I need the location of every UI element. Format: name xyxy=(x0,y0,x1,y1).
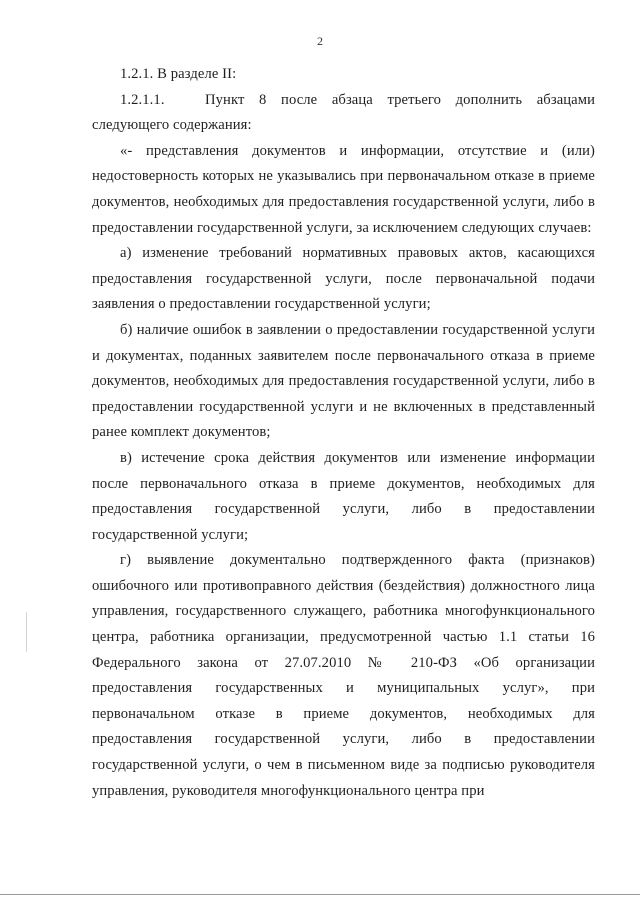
page-number: 2 xyxy=(317,34,323,48)
paragraph-b: б) наличие ошибок в заявлении о предоставлении государственной услуги и документах, поданных заявителем после первоначального отказа в приеме документов, необходимых для предоставления государственной услуги, либо в предоставлении государственной услуги и не включенных в представленный ранее комплект документов; xyxy=(92,321,595,441)
scan-artifact-mark xyxy=(26,612,27,652)
clause-text-first-line: Пункт 8 после абзаца третьего дополнить абзацами xyxy=(205,91,595,108)
clause-number: 1.2.1.1. xyxy=(120,91,165,108)
paragraph-v: в) истечение срока действия документов или изменение информации после первоначального отказа в приеме документов, необходимых для предоставления государственной услуги, либо в предоставлении государственной услуги; xyxy=(92,449,595,543)
paragraph-g: г) выявление документально подтвержденного факта (признаков) ошибочного или противоправного действия (бездействия) должностного лица управления, государственного служащего, работника многофункционального центра, работника организации, предусмотренной частью 1.1 статьи 16 Федерального закона от 27.07.2010 № 210-ФЗ «Об организации предоставления государственных и муниципальных услуг», при первоначальном отказе в приеме документов, необходимых для предоставления государственной услуги, либо в предоставлении государственной услуги, о чем в письменном виде за подписью руководителя управления, руководителя многофункционального центра при xyxy=(92,552,595,799)
paragraph-a: а) изменение требований нормативных правовых актов, касающихся предоставления государственной услуги, после первоначальной подачи заявления о предоставлении государственной услуги; xyxy=(92,245,595,313)
clause-heading xyxy=(92,88,595,114)
paragraph-intro: «- представления документов и информации, отсутствие и (или) недостоверность которых не указывались при первоначальном отказе в приеме документов, необходимых для предоставления государственной услуги, либо в предоставлении государственной услуги, за исключением следующих случаев: xyxy=(92,142,595,236)
section-heading: 1.2.1. В разделе II: xyxy=(120,66,237,82)
clause-text-continued: следующего содержания: xyxy=(92,117,252,134)
document-body xyxy=(92,62,595,804)
scan-bottom-edge xyxy=(0,894,640,895)
